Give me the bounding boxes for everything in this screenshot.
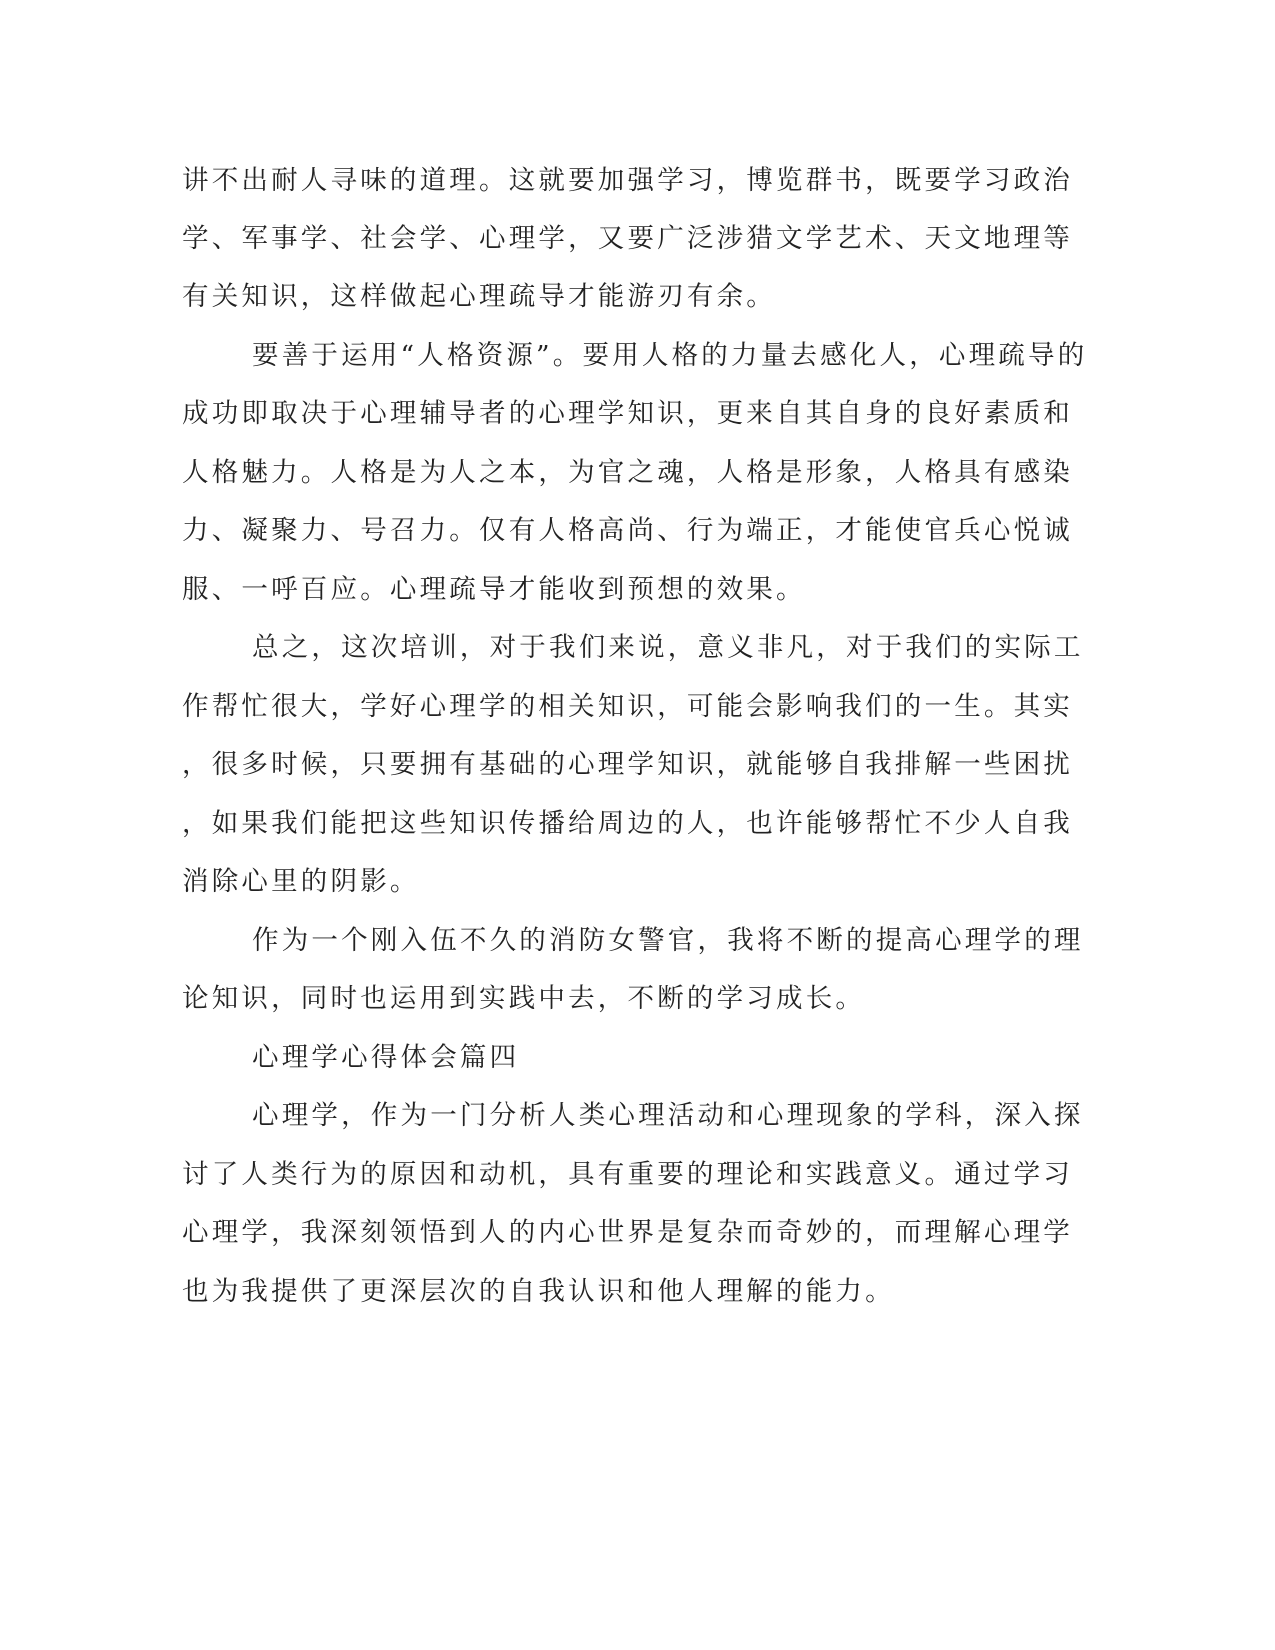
text-line: 人格魅力。人格是为人之本，为官之魂，人格是形象，人格具有感染 — [182, 457, 1073, 488]
text-line: 成功即取决于心理辅导者的心理学知识，更来自其自身的良好素质和 — [182, 398, 1073, 429]
text-line: 也为我提供了更深层次的自我认识和他人理解的能力。 — [182, 1276, 895, 1307]
text-line: 要善于运用“人格资源”。要用人格的力量去感化人，心理疏导的 — [252, 340, 1088, 371]
text-line: 力、凝聚力、号召力。仅有人格高尚、行为端正，才能使官兵心悦诚 — [182, 515, 1073, 546]
text-line: 讲不出耐人寻味的道理。这就要加强学习，博览群书，既要学习政治 — [182, 165, 1073, 196]
text-line: 作帮忙很大，学好心理学的相关知识，可能会影响我们的一生。其实 — [182, 691, 1073, 722]
text-line: 服、一呼百应。心理疏导才能收到预想的效果。 — [182, 574, 806, 605]
text-line: 有关知识，这样做起心理疏导才能游刃有余。 — [182, 281, 776, 312]
section-heading: 心理学心得体会篇四 — [252, 1042, 520, 1073]
text-line: 论知识，同时也运用到实践中去，不断的学习成长。 — [182, 983, 866, 1014]
text-line: 心理学，我深刻领悟到人的内心世界是复杂而奇妙的，而理解心理学 — [182, 1217, 1073, 1248]
text-line: 讨了人类行为的原因和动机，具有重要的理论和实践意义。通过学习 — [182, 1159, 1073, 1190]
text-line: 总之，这次培训，对于我们来说，意义非凡，对于我们的实际工 — [252, 632, 1084, 663]
text-line: ，很多时候，只要拥有基础的心理学知识，就能够自我排解一些困扰 — [182, 749, 1073, 780]
text-line: 作为一个刚入伍不久的消防女警官，我将不断的提高心理学的理 — [252, 925, 1084, 956]
text-line: 消除心里的阴影。 — [182, 866, 420, 897]
text-line: 学、军事学、社会学、心理学，又要广泛涉猎文学艺术、天文地理等 — [182, 223, 1073, 254]
text-line: ，如果我们能把这些知识传播给周边的人，也许能够帮忙不少人自我 — [182, 808, 1073, 839]
text-line: 心理学，作为一门分析人类心理活动和心理现象的学科，深入探 — [252, 1100, 1084, 1131]
